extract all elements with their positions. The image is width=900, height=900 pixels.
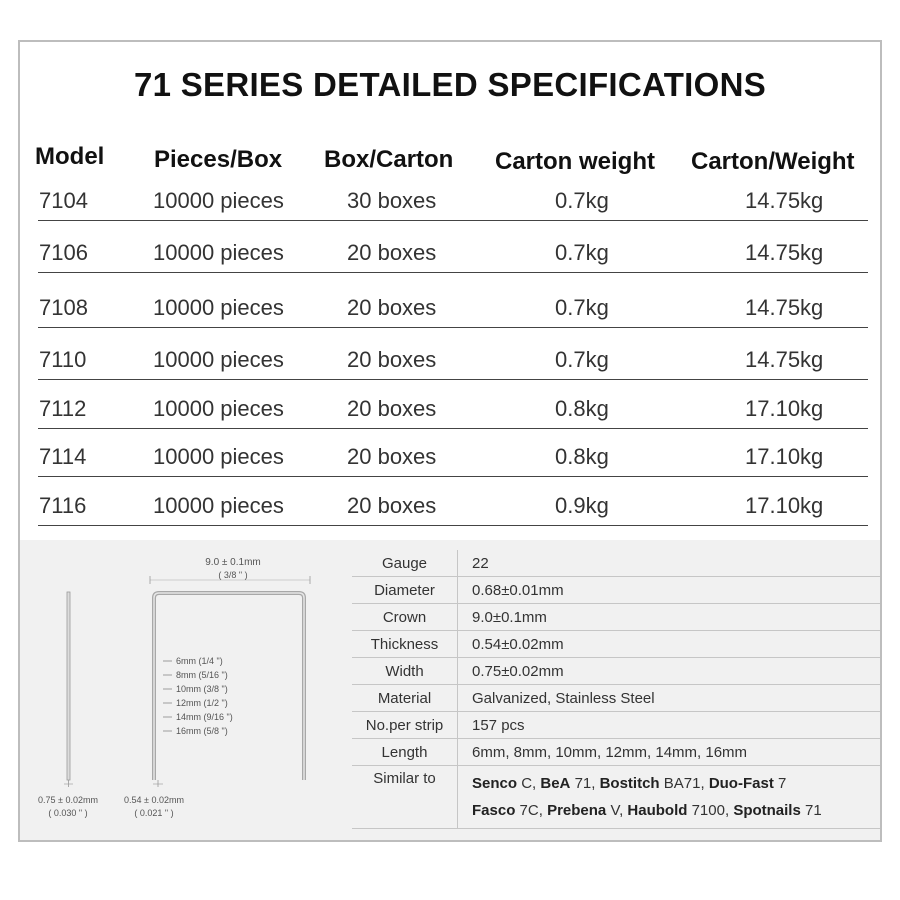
brand-name: Prebena [547, 802, 607, 819]
length-label: 14mm (9/16 ") [176, 712, 233, 722]
length-label: 12mm (1/2 ") [176, 698, 228, 708]
brand-name: Fasco [472, 802, 516, 819]
row-divider [38, 428, 868, 429]
cell-boxes: 20 boxes [347, 493, 437, 518]
cell-boxes: 20 boxes [347, 295, 437, 320]
brand-model: BA71 [663, 775, 701, 792]
cell-boxes: 20 boxes [347, 396, 437, 421]
cell-pieces: 10000 pieces [153, 396, 284, 421]
staple-leg-side-view [67, 592, 70, 780]
spec-row [352, 712, 882, 739]
spec-sheet [18, 40, 882, 842]
brand-name: Spotnails [733, 802, 801, 819]
cell-pieces: 10000 pieces [153, 295, 284, 320]
row-divider [38, 476, 868, 477]
col-header-carton-weight: Carton weight [495, 148, 655, 175]
cell-carton-weight: 0.7kg [555, 188, 609, 213]
cell-pieces: 10000 pieces [153, 188, 284, 213]
cell-carton-per-weight: 14.75kg [745, 188, 824, 213]
spec-label: Diameter [352, 577, 458, 604]
cell-carton-per-weight: 14.75kg [745, 347, 824, 372]
cell-carton-weight: 0.8kg [555, 444, 609, 469]
brand-model: 71 [574, 775, 592, 792]
cell-boxes: 20 boxes [347, 444, 437, 469]
thickness-dimension-label: 0.54 ± 0.02mm [124, 795, 184, 805]
width-dimension-label: 0.75 ± 0.02mm [38, 795, 98, 805]
cell-model: 7108 [39, 295, 88, 320]
spec-label: Material [352, 685, 458, 712]
row-divider [38, 327, 868, 328]
cell-model: 7110 [39, 347, 87, 372]
brand-model: 7100 [691, 802, 725, 819]
spec-row [352, 685, 882, 712]
cell-pieces: 10000 pieces [153, 493, 284, 518]
spec-row [352, 658, 882, 685]
cell-boxes: 20 boxes [347, 240, 437, 265]
cell-pieces: 10000 pieces [153, 444, 284, 469]
crown-dimension-inch: ( 3/8 " ) [218, 570, 248, 580]
spec-label: Crown [352, 604, 458, 631]
crown-dimension-label: 9.0 ± 0.1mm [205, 557, 261, 568]
cell-carton-weight: 0.7kg [555, 240, 609, 265]
cell-carton-per-weight: 17.10kg [745, 396, 824, 421]
brand-model: C [521, 775, 533, 792]
spec-value: 0.68±0.01mm [458, 577, 883, 604]
row-divider [38, 220, 868, 221]
spec-row [352, 604, 882, 631]
cell-carton-per-weight: 14.75kg [745, 295, 824, 320]
cell-model: 7116 [39, 493, 87, 518]
cell-carton-weight: 0.7kg [555, 347, 609, 372]
spec-value: 0.54±0.02mm [458, 631, 883, 658]
width-dimension-inch: ( 0.030 " ) [48, 808, 88, 818]
technical-details [20, 540, 880, 842]
spec-label: Similar to [352, 766, 458, 829]
spec-row [352, 577, 882, 604]
brand-model: V [610, 802, 620, 819]
spec-table [352, 550, 882, 829]
thickness-dimension-inch: ( 0.021 " ) [134, 808, 174, 818]
brand-name: Duo-Fast [708, 775, 774, 792]
cell-model: 7114 [39, 444, 87, 469]
spec-label: Thickness [352, 631, 458, 658]
col-header-model: Model [35, 143, 105, 170]
col-header-carton-per-weight: Carton/Weight [691, 148, 855, 175]
page-title: 71 SERIES DETAILED SPECIFICATIONS [133, 66, 767, 103]
row-divider [38, 525, 868, 526]
brand-name: Senco [472, 775, 518, 792]
length-label: 6mm (1/4 ") [176, 656, 223, 666]
spec-value: 22 [458, 550, 883, 577]
brand-name: Bostitch [599, 775, 660, 792]
similar-brands: Senco C, BeA 71, Bostitch BA71, Duo-Fast 7 Fasco 7C, Prebena V, Haubold 7100, Spotnails 71 [458, 766, 883, 829]
spec-value: 6mm, 8mm, 10mm, 12mm, 14mm, 16mm [458, 739, 883, 766]
length-label: 8mm (5/16 ") [176, 670, 228, 680]
col-header-box-carton: Box/Carton [324, 146, 454, 173]
cell-carton-weight: 0.9kg [555, 493, 609, 518]
cell-pieces: 10000 pieces [153, 240, 284, 265]
row-divider [38, 272, 868, 273]
cell-carton-per-weight: 17.10kg [745, 444, 824, 469]
cell-carton-per-weight: 17.10kg [745, 493, 824, 518]
row-divider [38, 379, 868, 380]
spec-label: No.per strip [352, 712, 458, 739]
cell-boxes: 20 boxes [347, 347, 437, 372]
spec-label: Width [352, 658, 458, 685]
cell-boxes: 30 boxes [347, 188, 437, 213]
brand-model: 7C [519, 802, 539, 819]
staple-diagram [20, 540, 340, 842]
length-label: 10mm (3/8 ") [176, 684, 228, 694]
spec-value: 9.0±0.1mm [458, 604, 883, 631]
spec-row-similar [352, 766, 882, 829]
brand-model: 7 [777, 775, 787, 792]
brand-model: 71 [805, 802, 822, 819]
length-label: 16mm (5/8 ") [176, 726, 228, 736]
spec-value: 0.75±0.02mm [458, 658, 883, 685]
cell-model: 7106 [39, 240, 88, 265]
cell-model: 7112 [39, 396, 87, 421]
spec-label: Gauge [352, 550, 458, 577]
spec-row [352, 631, 882, 658]
spec-label: Length [352, 739, 458, 766]
brand-name: Haubold [627, 802, 688, 819]
cell-carton-weight: 0.8kg [555, 396, 609, 421]
col-header-pieces-box: Pieces/Box [154, 146, 283, 173]
spec-value: Galvanized, Stainless Steel [458, 685, 883, 712]
cell-pieces: 10000 pieces [153, 347, 284, 372]
cell-carton-weight: 0.7kg [555, 295, 609, 320]
spec-row [352, 550, 882, 577]
spec-row [352, 739, 882, 766]
cell-carton-per-weight: 14.75kg [745, 240, 824, 265]
brand-name: BeA [540, 775, 571, 792]
cell-model: 7104 [39, 188, 88, 213]
spec-value: 157 pcs [458, 712, 883, 739]
length-labels [163, 656, 233, 736]
